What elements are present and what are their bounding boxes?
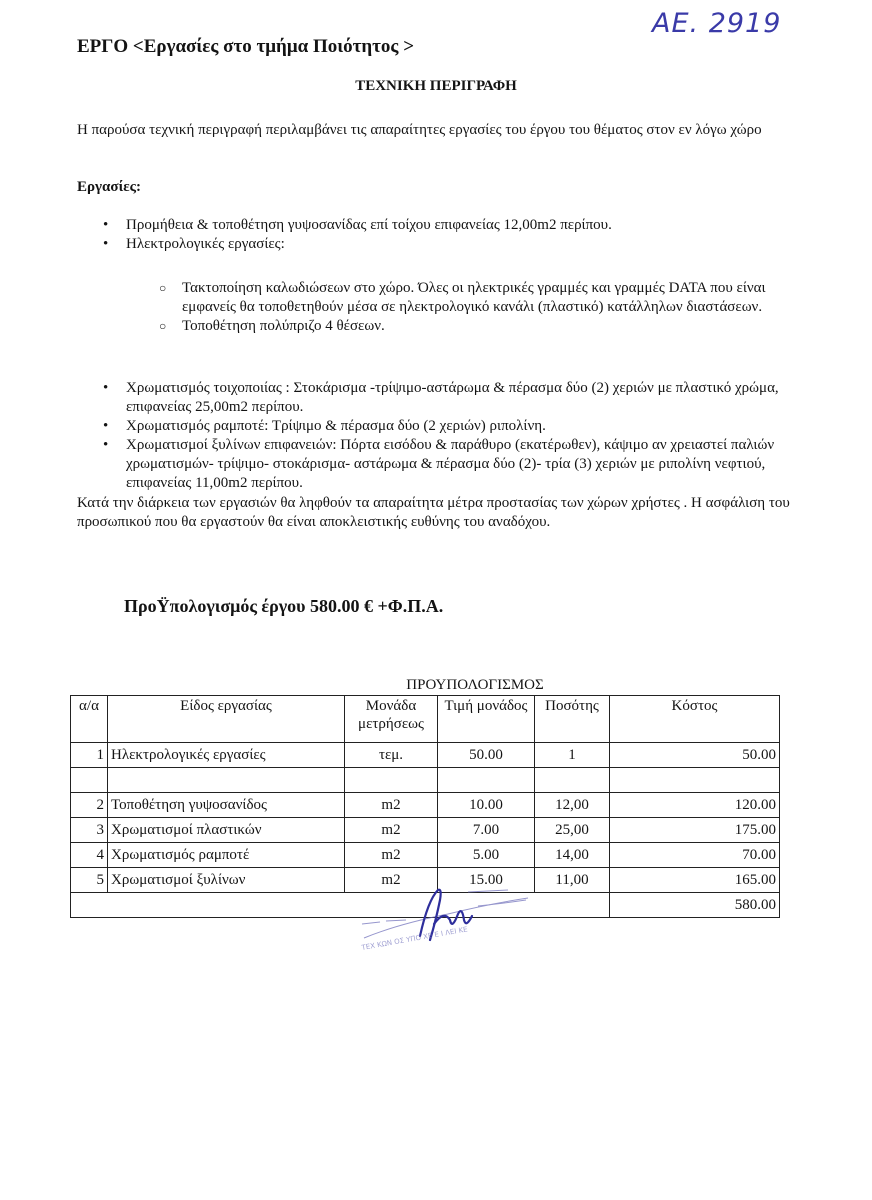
table-cell: 5.00 xyxy=(438,843,535,868)
document-heading: ΤΕΧΝΙΚΗ ΠΕΡΙΓΡΑΦΗ xyxy=(355,78,517,94)
table-spacer-row xyxy=(71,768,780,793)
table-caption: ΠΡΟΥΠΟΛΟΓΙΣΜΟΣ xyxy=(406,677,544,693)
table-cell: 25,00 xyxy=(535,818,610,843)
budget-heading: ΠροΫπολογισμός έργου 580.00 € +Φ.Π.Α. xyxy=(124,596,444,616)
list-item: • Χρωματισμός ραμποτέ: Τρίψιμο & πέρασμα δύο (2 χεριών) ριπολίνη. xyxy=(103,418,546,434)
works-heading: Εργασίες: xyxy=(77,179,141,195)
bullet-icon: • xyxy=(103,418,109,434)
table-cell: Τοποθέτηση γυψοσανίδος xyxy=(108,793,345,818)
table-row xyxy=(71,818,780,843)
table-cell: Ηλεκτρολογικές εργασίες xyxy=(108,743,345,768)
table-cell: m2 xyxy=(345,793,438,818)
circle-bullet-icon: ○ xyxy=(159,281,167,295)
table-cell: τεμ. xyxy=(345,743,438,768)
table-cell: 10.00 xyxy=(438,793,535,818)
painting-works-list xyxy=(100,379,825,493)
table-cell: m2 xyxy=(345,868,438,893)
table-header-row xyxy=(71,696,780,743)
table-cell: 50.00 xyxy=(438,743,535,768)
table-row xyxy=(71,793,780,818)
column-header: α/α xyxy=(71,696,108,743)
list-item: • Χρωματισμός τοιχοποιίας : Στοκάρισμα -τρίψιμο-αστάρωμα & πέρασμα δύο (2) χεριών με πλαστικό χρώμα, επιφανείας 25,00m2 περίπου. xyxy=(103,380,779,415)
table-cell: Χρωματισμοί πλαστικών xyxy=(108,818,345,843)
list-item: • Προμήθεια & τοποθέτηση γυψοσανίδας επί τοίχου επιφανείας 12,00m2 περίπου. xyxy=(103,217,612,233)
table-cell: 50.00 xyxy=(610,743,780,768)
table-cell: 1 xyxy=(71,743,108,768)
column-header: Τιμή μονάδος xyxy=(438,696,535,743)
signature-stamp xyxy=(358,880,558,960)
table-row xyxy=(71,843,780,868)
table-cell: 4 xyxy=(71,843,108,868)
table-cell: 15.00 xyxy=(438,868,535,893)
list-item: ○ Τακτοποίηση καλωδιώσεων στο χώρο. Όλες οι ηλεκτρικές γραμμές και γραμμές DATA που είναι εμφανείς θα τοποθετηθούν μέσα σε ηλεκτρολογικό κανάλι (πλαστικό) κατάλληλων διαστάσεων. xyxy=(159,280,766,315)
column-header: Μονάδα μετρήσεως xyxy=(345,696,438,743)
table-row xyxy=(71,743,780,768)
table-cell: Χρωματισμός ραμποτέ xyxy=(108,843,345,868)
list-item: ○ Τοποθέτηση πολύπριζο 4 θέσεων. xyxy=(159,318,385,334)
bullet-icon: • xyxy=(103,217,109,233)
bullet-icon: • xyxy=(103,437,109,453)
table-cell: 5 xyxy=(71,868,108,893)
table-cell: 1 xyxy=(535,743,610,768)
electrical-subworks-list xyxy=(156,279,816,336)
circle-bullet-icon: ○ xyxy=(159,319,167,333)
handwritten-reference-number: ΑΕ. 2919 xyxy=(652,8,782,39)
project-title: ΕΡΓΟ <Εργασίες στο τμήμα Ποιότητος > xyxy=(77,36,415,57)
list-item: • Ηλεκτρολογικές εργασίες: xyxy=(103,236,285,252)
table-cell: 2 xyxy=(71,793,108,818)
intro-paragraph: Η παρούσα τεχνική περιγραφή περιλαμβάνει τις απαραίτητες εργασίες του έργου του θέματος στον εν λόγω χώρο xyxy=(77,122,762,138)
column-header: Είδος εργασίας xyxy=(108,696,345,743)
svg-text:ΤΕΧ ΚΩΝ ΟΣ ΥΠΟ ΧΕ Ε Ι ΛΕΙ ΚΕ: ΤΕΧ ΚΩΝ ΟΣ ΥΠΟ ΧΕ Ε Ι ΛΕΙ ΚΕ xyxy=(360,925,469,952)
total-cost-cell: 580.00 xyxy=(610,893,780,918)
works-list xyxy=(100,216,800,254)
table-cell: 3 xyxy=(71,818,108,843)
table-cell: 11,00 xyxy=(535,868,610,893)
table-cell: 165.00 xyxy=(610,868,780,893)
bullet-icon: • xyxy=(103,380,109,396)
table-cell: 14,00 xyxy=(535,843,610,868)
list-item: • Χρωματισμοί ξυλίνων επιφανειών: Πόρτα εισόδου & παράθυρο (εκατέρωθεν), κάψιμο αν χρειαστεί παλιών χρωματισμών- τρίψιμο- στοκάρισμα- αστάρωμα & πέρασμα δύο (2)- τρία (3) χεριών με ριπολίνη νεφτιού, επιφανείας 11,00m2 περίπου. xyxy=(103,437,775,491)
table-cell: 70.00 xyxy=(610,843,780,868)
table-cell: 175.00 xyxy=(610,818,780,843)
closing-paragraph: Κατά την διάρκεια των εργασιών θα ληφθούν τα απαραίτητα μέτρα προστασίας των χώρων χρήστες . Η ασφάλιση του προσωπικού που θα εργαστούν θα είναι αποκλειστικής ευθύνης του αναδόχου. xyxy=(77,495,790,530)
table-cell: m2 xyxy=(345,843,438,868)
table-cell: 7.00 xyxy=(438,818,535,843)
bullet-icon: • xyxy=(103,236,109,252)
table-cell: 12,00 xyxy=(535,793,610,818)
table-cell: 120.00 xyxy=(610,793,780,818)
table-cell: Χρωματισμοί ξυλίνων xyxy=(108,868,345,893)
column-header: Ποσότης xyxy=(535,696,610,743)
signature-icon xyxy=(358,880,558,960)
column-header: Κόστος xyxy=(610,696,780,743)
table-cell: m2 xyxy=(345,818,438,843)
